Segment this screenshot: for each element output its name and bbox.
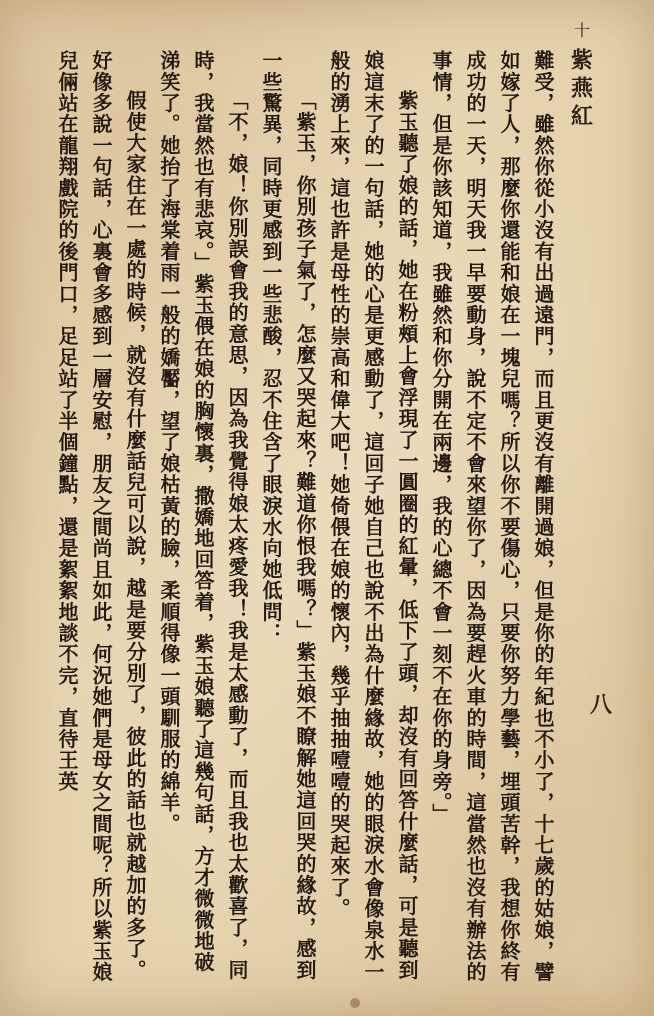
header-mark: 十 bbox=[571, 22, 591, 38]
paper-smudge bbox=[350, 998, 360, 1008]
vertical-text-body bbox=[12, 50, 560, 990]
running-title: 紫燕紅 bbox=[567, 48, 594, 132]
paragraph-3: 「紫玉，你別孩子氣了，怎麼又哭起來？難道你恨我嗎？」紫玉娘不瞭解她這回哭的緣故，感到一些驚異，同時更感到一些悲酸，忍不住含了眼淚水向她低問： bbox=[259, 50, 317, 981]
paragraph-1: 難受，雖然你從小沒有出過遠門，而且更沒有離開過娘，但是你的年紀也不小了，十七歲的姑娘，譬如嫁了人，那麼你還能和娘在一塊兒嗎？所以你不要傷心，只要你努力學藝，埋頭苦幹，我想你終有成功的一天，明天我一早要動身，說不定不會來望你了，因為要趕火車的時間，這當然也沒有辦法的事情，但是你該知道，我雖然和你分開在兩邊，我的心總不會一刻不在你的身旁。」 bbox=[429, 50, 555, 983]
paragraph-5: 假使大家住在一處的時候，就沒有什麼話兒可以說，越是要分別了，彼此的話也就越加的多了。好像多說一句話，心裏會多感到一層安慰，朋友之間尚且如此，何況她們是母女之間呢？所以紫玉娘兒倆站在龍翔戲院的後門口，足足站了半個鐘點，還是絮絮地談不完，直待王英 bbox=[55, 50, 147, 983]
page-header bbox=[566, 22, 596, 132]
paragraph-2: 紫玉聽了娘的話，她在粉頰上會浮現了一圓圈的紅暈，低下了頭，却沒有回答什麼話，可是聽到娘這末了的一句話，她的心是更感動了，這回子她自己也說不出為什麼緣故，她的眼淚水會像泉水一般的湧上來，這也許是母性的崇高和偉大吧！她倚偎在娘的懷內，幾乎抽抽噎噎的哭起來了。 bbox=[327, 50, 419, 983]
page-number: 八 bbox=[589, 692, 612, 718]
paragraph-4: 「不，娘！你別誤會我的意思，因為我覺得娘太疼愛我！我是太感動了，而且我也太歡喜了，同時，我當然也有悲哀。」紫玉偎在娘的胸懷裏，撒嬌地回答着，紫玉娘聽了這幾句話，方才微微地破涕笑了。她抬了海棠着雨一般的嬌靨，望了娘枯黃的臉，柔順得像一頭馴服的綿羊。 bbox=[157, 50, 249, 981]
